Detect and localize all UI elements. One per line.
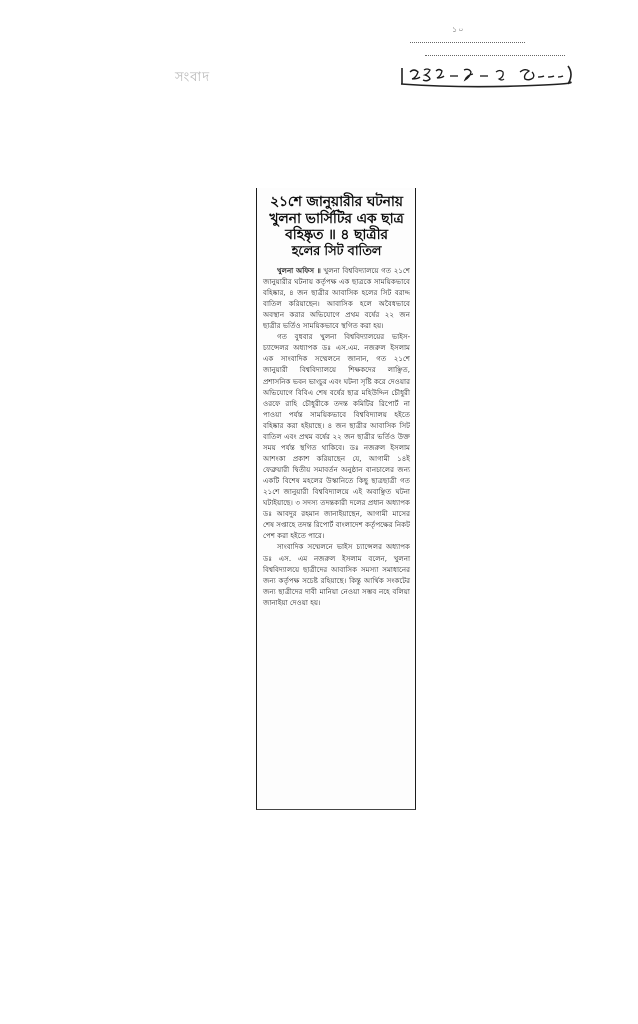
headline-line: খুলনা ভার্সিটির এক ছাত্র xyxy=(269,210,404,227)
article-body xyxy=(263,265,410,608)
top-scan-mark: ১০ xyxy=(452,25,465,34)
article-paragraph xyxy=(263,265,410,331)
headline-line: বহিষ্কৃত ॥ ৪ ছাত্রীর xyxy=(285,227,388,244)
headline-line: হলের সিট বাতিল xyxy=(291,243,382,259)
newspaper-clipping xyxy=(256,188,416,810)
article-headline xyxy=(263,194,410,259)
paragraph-text: খুলনা বিশ্ববিদ্যালয়ে গত ২১শে জানুয়ারীর ঘটনায় কর্তৃপক্ষ এক ছাত্রকে সাময়িকভাবে বহিষ্কার, ৪ জন ছাত্রীর আবাসিক হলের সিট বরাদ্দ বাতিল করিয়াছেন। আবাসিক হলে অবৈধভাবে অবস্থান করার অভিযোগে প্রথম বর্ষের ২২ জন ছাত্রীর ভর্তিও সাময়িকভাবে স্থগিত করা হয়। xyxy=(263,265,410,331)
article-paragraph: গত বুধবার খুলনা বিশ্ববিদ্যালয়ের ভাইস-চ্যান্সেলর অধ্যাপক ডঃ এস.এম. নজরুল ইসলাম এক সাংবাদিক সম্মেলনে জানান, গত ২১শে জানুয়ারী বিশ্ববিদ্যালয়ে শিক্ষকদের লাঞ্ছিত, প্রশাসনিক ভবন ভাংচুর এবং ঘটনা সৃষ্টি করে দেওয়ার অভিযোগে বিবিএ শেষ বর্ষের ছাত্র মহিউদ্দিন চৌধুরী ওরফে রাহি চৌধুরীকে তদন্ত কমিটির রিপোর্ট না পাওয়া পর্যন্ত সাময়িকভাবে বিশ্ববিদ্যালয় হইতে বহিষ্কার করা হইয়াছে। ৪ জন ছাত্রীর আবাসিক সিট বাতিল এবং প্রথম বর্ষের ২২ জন ছাত্রীর ভর্তিও উক্ত সময় পর্যন্ত স্থগিত থাকিবে। ডঃ নজরুল ইসলাম আশংকা প্রকাশ করিয়াছেন যে, আগামী ১৪ই ফেব্রুয়ারী দ্বিতীয় সমাবর্তন অনুষ্ঠান বানচালের জন্য একটি বিশেষ মহলের উস্কানিতে কিছু ছাত্রছাত্রী গত ২১শে জানুয়ারী বিশ্ববিদ্যালয়ে এই অবাঞ্ছিত ঘটনা ঘটাইয়াছে। ৩ সদস্য তদন্তকারী দলের প্রধান অধ্যাপক ডঃ আবদুর রহমান জানাইয়াছেন, আগামী মাসের শেষ সপ্তাহে তদন্ত রিপোর্ট বাংলাদেশ কর্তৃপক্ষের নিকট পেশ করা হইতে পারে। xyxy=(263,332,410,541)
faint-source-mark: সংবাদ xyxy=(175,70,211,85)
handwriting-graphic xyxy=(398,62,574,90)
article-dateline: খুলনা অফিস ॥ xyxy=(277,265,321,275)
handwritten-date-stamp xyxy=(398,62,574,90)
dotted-rule xyxy=(425,55,565,57)
dotted-rule xyxy=(410,42,525,44)
headline-line: ২১শে জানুয়ারীর ঘটনায় xyxy=(270,194,403,210)
article-paragraph: সাংবাদিক সম্মেলনে ভাইস চ্যান্সেলর অধ্যাপক ডঃ এস. এম নজরুল ইসলাম বলেন, খুলনা বিশ্ববিদ্যালয়ে ছাত্রীদের আবাসিক সমস্যা সমাধানের জন্য কর্তৃপক্ষ সচেষ্ট রহিয়াছে। কিন্তু আর্থিক সংকটের জন্য ছাত্রীদের দাবী মানিয়া নেওয়া সম্ভব নহে বলিয়া জানাইয়া দেওয়া হয়। xyxy=(263,542,410,607)
